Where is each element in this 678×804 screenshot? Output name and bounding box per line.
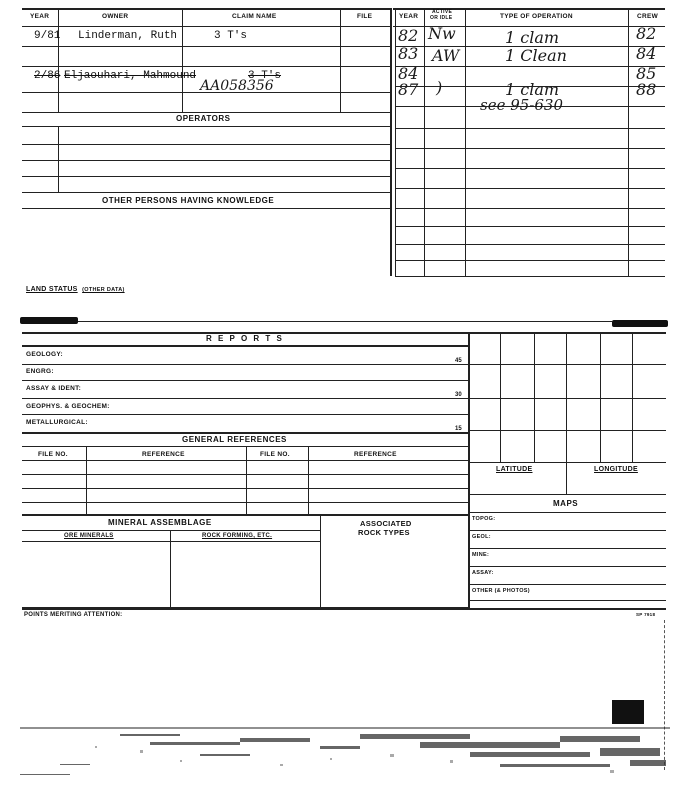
activity-3-year: 84	[398, 64, 419, 83]
activity-2-operation: 1 Clean	[505, 46, 567, 65]
claim-2-owner: Eljaouhari, Mahmound	[64, 70, 197, 82]
map-topog: TOPOG:	[472, 516, 496, 522]
associated-rock-types-1: ASSOCIATED	[360, 519, 412, 528]
activity-1-crew: 82	[636, 24, 657, 43]
map-other: OTHER (& PHOTOS)	[472, 588, 530, 594]
activity-2-crew: 84	[636, 44, 657, 63]
general-references-heading: GENERAL REFERENCES	[182, 435, 287, 444]
activity-4-crew: 88	[636, 80, 657, 99]
claim-2-number: AA058356	[200, 78, 274, 94]
report-assay: ASSAY & IDENT:	[26, 385, 82, 392]
ref-file-no: FILE NO.	[38, 451, 68, 458]
form-number: SP 7918	[636, 612, 656, 617]
activity-1-operation: 1 clam	[505, 28, 560, 47]
mineral-assemblage-heading: MINERAL ASSEMBLAGE	[108, 518, 212, 527]
report-geology-num: 45	[455, 358, 462, 364]
associated-rock-types-2: ROCK TYPES	[358, 528, 410, 537]
ref-reference: REFERENCE	[142, 451, 185, 458]
redaction-right	[612, 320, 668, 327]
activity-1-status: Nw	[428, 24, 456, 43]
activity-2-year: 83	[398, 44, 419, 63]
rock-forming: ROCK FORMING, ETC.	[202, 533, 273, 539]
scan-noise	[0, 724, 678, 804]
activity-4-operation: 1 clam	[505, 80, 560, 99]
ref-reference-2: REFERENCE	[354, 451, 397, 458]
report-metallurgical-num: 15	[455, 426, 462, 432]
points-meriting-attention: POINTS MERITING ATTENTION:	[24, 612, 123, 618]
ref-file-no-2: FILE NO.	[260, 451, 290, 458]
header-owner: OWNER	[102, 13, 129, 20]
operators-heading: OPERATORS	[176, 114, 231, 123]
activity-3-crew: 85	[636, 64, 657, 83]
activity-2-status: AW	[432, 46, 460, 65]
map-geol: GEOL:	[472, 534, 491, 540]
map-assay: ASSAY:	[472, 570, 494, 576]
latitude-label: LATITUDE	[496, 466, 533, 473]
header-type-of-operation: TYPE OF OPERATION	[500, 13, 573, 20]
redaction-left	[20, 317, 78, 324]
report-engrg: ENGRG:	[26, 368, 54, 375]
claim-2-year: 2/86	[34, 70, 61, 82]
claim-1-owner: Linderman, Ruth	[78, 30, 178, 42]
report-geophys: GEOPHYS. & GEOCHEM:	[26, 403, 110, 410]
header-active: ACTIVE	[432, 9, 453, 15]
header-claim-name: CLAIM NAME	[232, 13, 277, 20]
activity-1-year: 82	[398, 26, 419, 45]
activity-4-status: )	[436, 78, 443, 97]
header-year-2: YEAR	[399, 13, 419, 20]
report-metallurgical: METALLURGICAL:	[26, 419, 88, 426]
header-or-idle: OR IDLE	[430, 15, 453, 21]
claim-1-claim: 3 T's	[214, 30, 248, 42]
dark-mark	[612, 700, 644, 724]
claim-1-year: 9/81	[34, 30, 61, 42]
header-year: YEAR	[30, 13, 50, 20]
other-persons-heading: OTHER PERSONS HAVING KNOWLEDGE	[102, 196, 275, 205]
land-status-label: LAND STATUS (OTHER DATA)	[26, 286, 125, 293]
header-crew: CREW	[637, 13, 659, 20]
report-assay-num: 30	[455, 392, 462, 398]
header-file: FILE	[357, 13, 373, 20]
activity-4-year: 87	[398, 80, 419, 99]
longitude-label: LONGITUDE	[594, 466, 638, 473]
ore-minerals: ORE MINERALS	[64, 533, 114, 539]
reports-heading: R E P O R T S	[206, 334, 284, 343]
activity-note: see 95-630	[480, 96, 564, 114]
map-mine: MINE:	[472, 552, 490, 558]
report-geology: GEOLOGY:	[26, 351, 63, 358]
maps-heading: MAPS	[553, 499, 579, 508]
claim-2-claim: 3 T's	[248, 70, 282, 82]
